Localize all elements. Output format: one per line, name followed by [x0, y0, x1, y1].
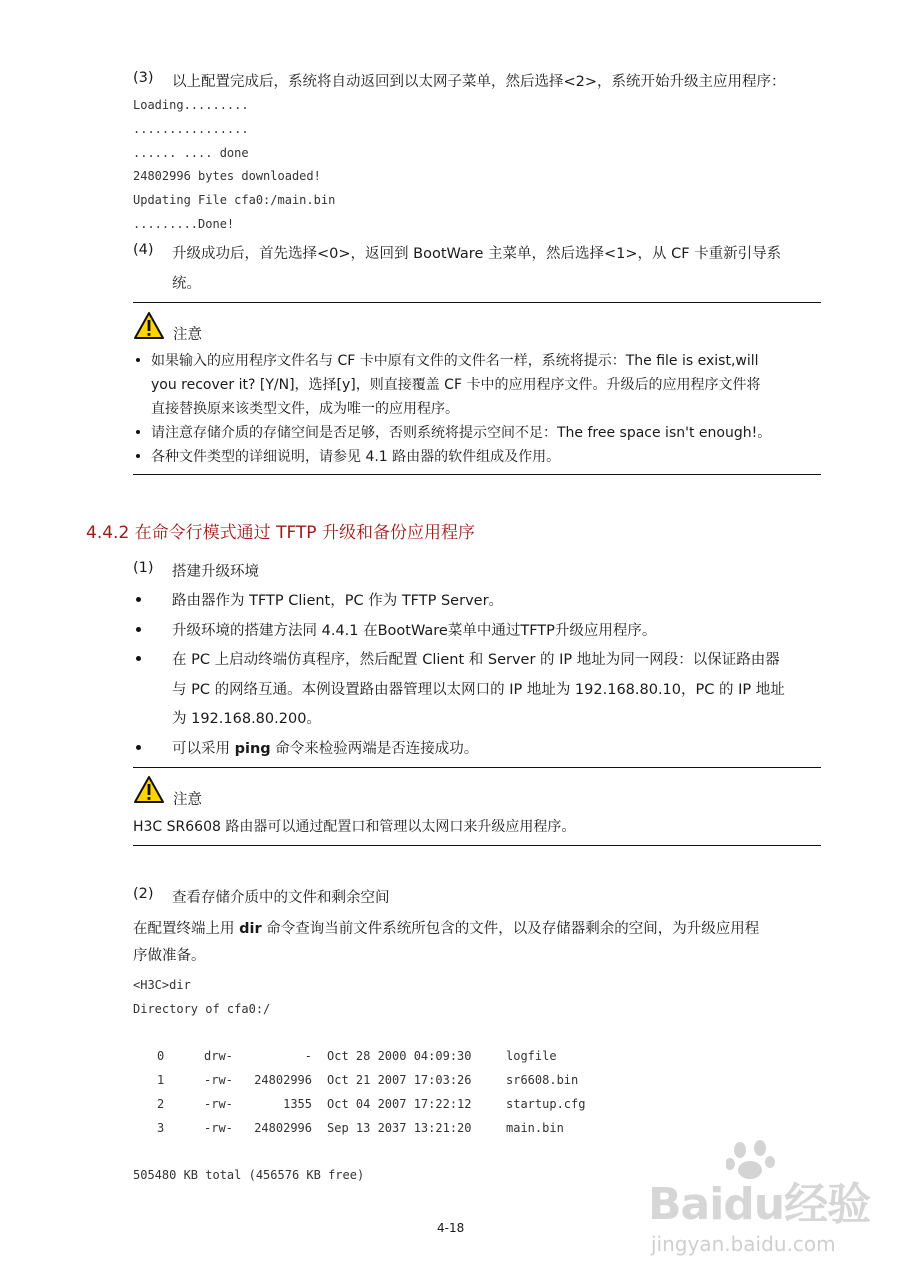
- list-item: 与 PC 的网络互通。本例设置路由器管理以太网口的 IP 地址为 192.168.80.10，PC 的 IP 地址: [172, 682, 785, 698]
- file-attr: -rw-: [204, 1073, 233, 1087]
- file-index: 3: [157, 1121, 165, 1135]
- bullet: [136, 627, 141, 632]
- section-heading: 4.4.2 在命令行模式通过 TFTP 升级和备份应用程序: [86, 523, 475, 543]
- file-date: Oct 04 2007 17:22:12: [327, 1097, 472, 1111]
- console-line: 24802996 bytes downloaded!: [133, 169, 321, 183]
- console-line: ...... .... done: [133, 146, 249, 160]
- console-line: Loading.........: [133, 98, 249, 112]
- note-bottom-rule: [133, 845, 821, 846]
- note-item: 各种文件类型的详细说明，请参见 4.1 路由器的软件组成及作用。: [151, 449, 561, 465]
- step-text: 升级成功后，首先选择<0>，返回到 BootWare 主菜单，然后选择<1>，从 CF 卡重新引导系: [172, 246, 782, 262]
- file-attr: -rw-: [204, 1097, 233, 1111]
- note-label: 注意: [173, 792, 202, 808]
- file-attr: -rw-: [204, 1121, 233, 1135]
- file-index: 0: [157, 1049, 165, 1063]
- note-item: 如果输入的应用程序文件名与 CF 卡中原有文件的文件名一样，系统将提示：The file is exist,will: [151, 353, 759, 369]
- bullet: [136, 358, 140, 362]
- note-top-rule: [133, 767, 821, 768]
- step-number: (2): [133, 886, 154, 902]
- page-number: 4-18: [437, 1221, 465, 1235]
- note-top-rule: [133, 302, 821, 303]
- note-item: 请注意存储介质的存储空间是否足够，否则系统将提示空间不足：The free space isn't enough!。: [151, 425, 772, 441]
- file-name: sr6608.bin: [506, 1073, 579, 1087]
- file-date: Oct 28 2000 04:09:30: [327, 1049, 472, 1063]
- console-line: ................: [133, 122, 249, 136]
- file-date: Oct 21 2007 17:03:26: [327, 1073, 472, 1087]
- step-title: 搭建升级环境: [172, 564, 259, 580]
- note-text: H3C SR6608 路由器可以通过配置口和管理以太网口来升级应用程序。: [133, 819, 576, 835]
- console-line: .........Done!: [133, 217, 235, 231]
- bullet: [136, 656, 141, 661]
- console-line: Updating File cfa0:/main.bin: [133, 193, 336, 207]
- file-size: 24802996: [254, 1121, 312, 1135]
- file-date: Sep 13 2037 13:21:20: [327, 1121, 472, 1135]
- note-item: 直接替换原来该类型文件，成为唯一的应用程序。: [151, 401, 459, 417]
- list-item: 升级环境的搭建方法同 4.4.1 在BootWare菜单中通过TFTP升级应用程序。: [172, 623, 657, 639]
- console-line: Directory of cfa0:/: [133, 1002, 271, 1016]
- bullet: [136, 454, 140, 458]
- warning-icon: [133, 775, 165, 804]
- bullet: [136, 597, 141, 602]
- watermark-brand: Baidu经验: [648, 1179, 871, 1230]
- file-name: main.bin: [506, 1121, 564, 1135]
- step-text: 统。: [172, 276, 201, 292]
- note-bottom-rule: [133, 474, 821, 475]
- list-item: 可以采用 ping 命令来检验两端是否连接成功。: [172, 741, 479, 757]
- step-number: (1): [133, 560, 154, 576]
- paragraph: 在配置终端上用 dir 命令查询当前文件系统所包含的文件，以及存储器剩余的空间，为升级应用程: [133, 921, 760, 937]
- file-index: 2: [157, 1097, 165, 1111]
- console-line: 505480 KB total (456576 KB free): [133, 1168, 365, 1182]
- step-title: 查看存储介质中的文件和剩余空间: [172, 890, 390, 906]
- note-label: 注意: [173, 327, 202, 343]
- bullet: [136, 745, 141, 750]
- watermark: [648, 1140, 898, 1270]
- step-text: 以上配置完成后，系统将自动返回到以太网子菜单，然后选择<2>，系统开始升级主应用程序：: [172, 74, 786, 90]
- watermark-url: jingyan.baidu.com: [651, 1232, 836, 1256]
- file-index: 1: [157, 1073, 165, 1087]
- warning-icon: [133, 311, 165, 340]
- file-size: 1355: [283, 1097, 312, 1111]
- console-prompt: <H3C>dir: [133, 978, 191, 992]
- note-item: you recover it? [Y/N]，选择[y]，则直接覆盖 CF 卡中的应用程序文件。升级后的应用程序文件将: [151, 377, 761, 393]
- file-size: 24802996: [254, 1073, 312, 1087]
- file-attr: drw-: [204, 1049, 233, 1063]
- file-size: -: [304, 1049, 312, 1063]
- list-item: 路由器作为 TFTP Client，PC 作为 TFTP Server。: [172, 593, 504, 609]
- bullet: [136, 430, 140, 434]
- file-name: startup.cfg: [506, 1097, 586, 1111]
- step-number: (4): [133, 242, 154, 258]
- list-item: 在 PC 上启动终端仿真程序，然后配置 Client 和 Server 的 IP 地址为同一网段：以保证路由器: [172, 652, 780, 668]
- step-number: (3): [133, 70, 154, 86]
- file-name: logfile: [506, 1049, 557, 1063]
- paragraph: 序做准备。: [133, 948, 206, 964]
- list-item: 为 192.168.80.200。: [172, 711, 321, 727]
